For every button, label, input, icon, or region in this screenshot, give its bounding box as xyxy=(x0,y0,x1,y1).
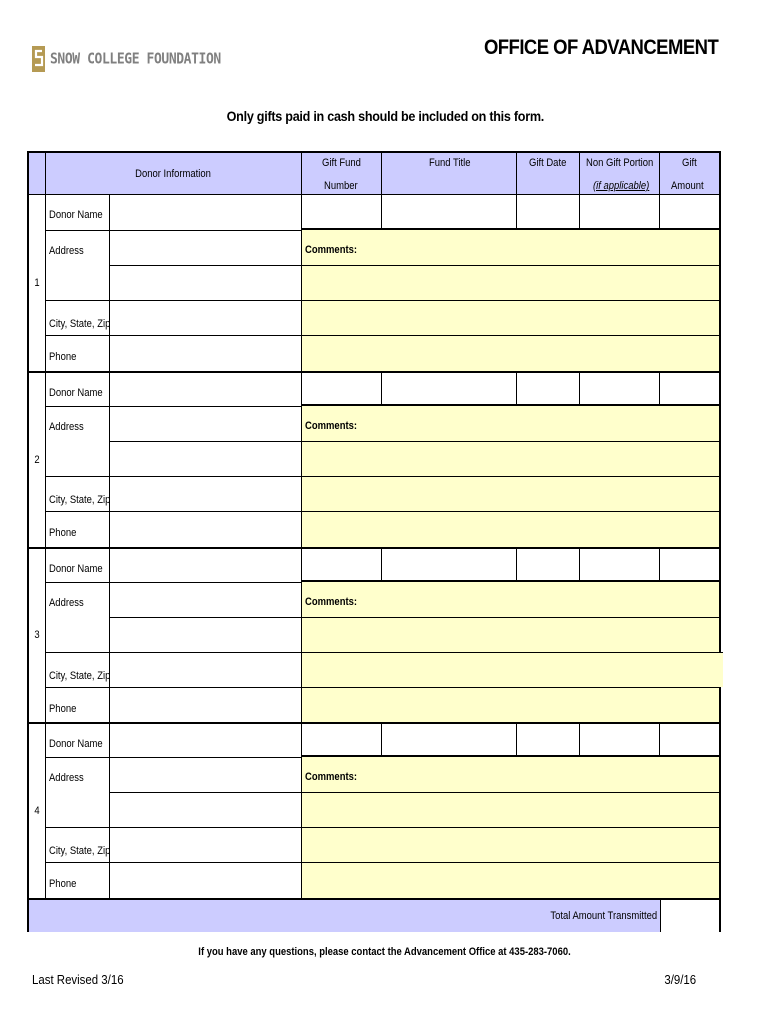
label-city-state-zip: City, State, Zip xyxy=(46,652,110,687)
city-state-zip-input[interactable] xyxy=(110,827,302,862)
city-state-zip-input[interactable] xyxy=(110,300,302,335)
header-gift-amount: Gift Amount xyxy=(660,153,719,195)
label-phone: Phone xyxy=(46,335,110,371)
non-gift-portion-input[interactable] xyxy=(580,547,660,582)
label-city-state-zip: City, State, Zip xyxy=(46,827,110,862)
form-instruction: Only gifts paid in cash should be included on this form. xyxy=(226,108,544,124)
gift-fund-number-input[interactable] xyxy=(302,371,382,406)
label-address: Address xyxy=(46,582,110,652)
logo-text: SNOW COLLEGE FOUNDATION xyxy=(50,50,221,68)
donor-name-input[interactable] xyxy=(110,547,302,582)
gift-amount-input[interactable] xyxy=(660,371,719,406)
address-line2-input[interactable] xyxy=(110,792,302,827)
gift-fund-number-input[interactable] xyxy=(302,722,382,757)
comments-line[interactable] xyxy=(302,300,719,335)
gift-amount-input[interactable] xyxy=(660,547,719,582)
label-address: Address xyxy=(46,230,110,300)
non-gift-portion-input[interactable] xyxy=(580,722,660,757)
donor-name-input[interactable] xyxy=(110,195,302,230)
comments-field[interactable] xyxy=(302,757,719,792)
entry-number: 1 xyxy=(29,195,46,371)
comments-line[interactable] xyxy=(302,617,719,652)
comments-label: Comments: xyxy=(305,771,358,784)
label-donor-name: Donor Name xyxy=(46,371,110,406)
total-amount-field[interactable] xyxy=(660,898,719,932)
comments-label: Comments: xyxy=(305,244,358,256)
gift-date-input[interactable] xyxy=(517,195,580,230)
label-donor-name: Donor Name xyxy=(46,722,110,757)
entry-number: 2 xyxy=(29,371,46,547)
comments-field[interactable] xyxy=(302,230,719,265)
city-state-zip-input[interactable] xyxy=(110,652,302,687)
label-address: Address xyxy=(46,406,110,476)
gift-fund-number-input[interactable] xyxy=(302,195,382,230)
gift-date-input[interactable] xyxy=(517,547,580,582)
address-line2-input[interactable] xyxy=(110,441,302,476)
header-gift-date: Gift Date xyxy=(517,153,580,195)
entry-number: 4 xyxy=(29,722,46,898)
donation-form-table xyxy=(27,151,721,932)
comments-line[interactable] xyxy=(302,792,719,827)
fund-title-input[interactable] xyxy=(382,195,517,230)
non-gift-portion-input[interactable] xyxy=(580,371,660,406)
comments-line[interactable] xyxy=(302,652,723,687)
gift-date-input[interactable] xyxy=(517,371,580,406)
label-city-state-zip: City, State, Zip xyxy=(46,300,110,335)
header-gift-fund-number: Gift Fund Number xyxy=(302,153,382,195)
non-gift-portion-input[interactable] xyxy=(580,195,660,230)
header-corner-cell xyxy=(29,153,46,195)
comments-line[interactable] xyxy=(302,862,719,898)
comments-line[interactable] xyxy=(302,335,719,371)
label-phone: Phone xyxy=(46,687,110,723)
comments-label: Comments: xyxy=(305,595,358,608)
logo-s-icon xyxy=(32,46,45,72)
gift-amount-input[interactable] xyxy=(660,195,719,230)
phone-input[interactable] xyxy=(110,862,302,898)
fund-title-input[interactable] xyxy=(382,371,517,406)
label-phone: Phone xyxy=(46,511,110,547)
comments-line[interactable] xyxy=(302,827,719,862)
city-state-zip-input[interactable] xyxy=(110,476,302,511)
gift-date-input[interactable] xyxy=(517,722,580,757)
fund-title-input[interactable] xyxy=(382,547,517,582)
office-title: OFFICE OF ADVANCEMENT xyxy=(483,36,718,59)
address-line1-input[interactable] xyxy=(110,230,302,265)
comments-label: Comments: xyxy=(305,419,358,432)
label-phone: Phone xyxy=(46,862,110,898)
comments-field[interactable] xyxy=(302,406,719,441)
address-line2-input[interactable] xyxy=(110,617,302,652)
header-donor-information: Donor Information xyxy=(46,153,302,195)
phone-input[interactable] xyxy=(110,687,302,723)
comments-line[interactable] xyxy=(302,511,719,547)
comments-line[interactable] xyxy=(302,441,719,476)
comments-line[interactable] xyxy=(302,687,719,723)
total-row-label-cell xyxy=(29,898,660,932)
gift-fund-number-input[interactable] xyxy=(302,547,382,582)
revision-date: 3/9/16 xyxy=(664,972,696,987)
fund-title-input[interactable] xyxy=(382,722,517,757)
address-line1-input[interactable] xyxy=(110,582,302,617)
donor-name-input[interactable] xyxy=(110,371,302,406)
total-amount-label: Total Amount Transmitted xyxy=(550,910,657,922)
gift-amount-input[interactable] xyxy=(660,722,719,757)
contact-note: If you have any questions, please contact the Advancement Office at 435-283-7060. xyxy=(198,946,572,958)
comments-line[interactable] xyxy=(302,476,719,511)
label-address: Address xyxy=(46,757,110,827)
label-donor-name: Donor Name xyxy=(46,547,110,582)
label-donor-name: Donor Name xyxy=(46,195,110,230)
last-revised: Last Revised 3/16 xyxy=(32,972,124,987)
phone-input[interactable] xyxy=(110,335,302,371)
label-city-state-zip: City, State, Zip xyxy=(46,476,110,511)
address-line2-input[interactable] xyxy=(110,265,302,300)
address-line1-input[interactable] xyxy=(110,406,302,441)
comments-line[interactable] xyxy=(302,265,719,300)
donor-name-input[interactable] xyxy=(110,722,302,757)
phone-input[interactable] xyxy=(110,511,302,547)
header-fund-title: Fund Title xyxy=(382,153,517,195)
comments-field[interactable] xyxy=(302,582,719,617)
address-line1-input[interactable] xyxy=(110,757,302,792)
entry-number: 3 xyxy=(29,547,46,723)
snow-college-logo xyxy=(32,46,221,72)
header-non-gift-portion: Non Gift Portion (if applicable) xyxy=(580,153,660,195)
